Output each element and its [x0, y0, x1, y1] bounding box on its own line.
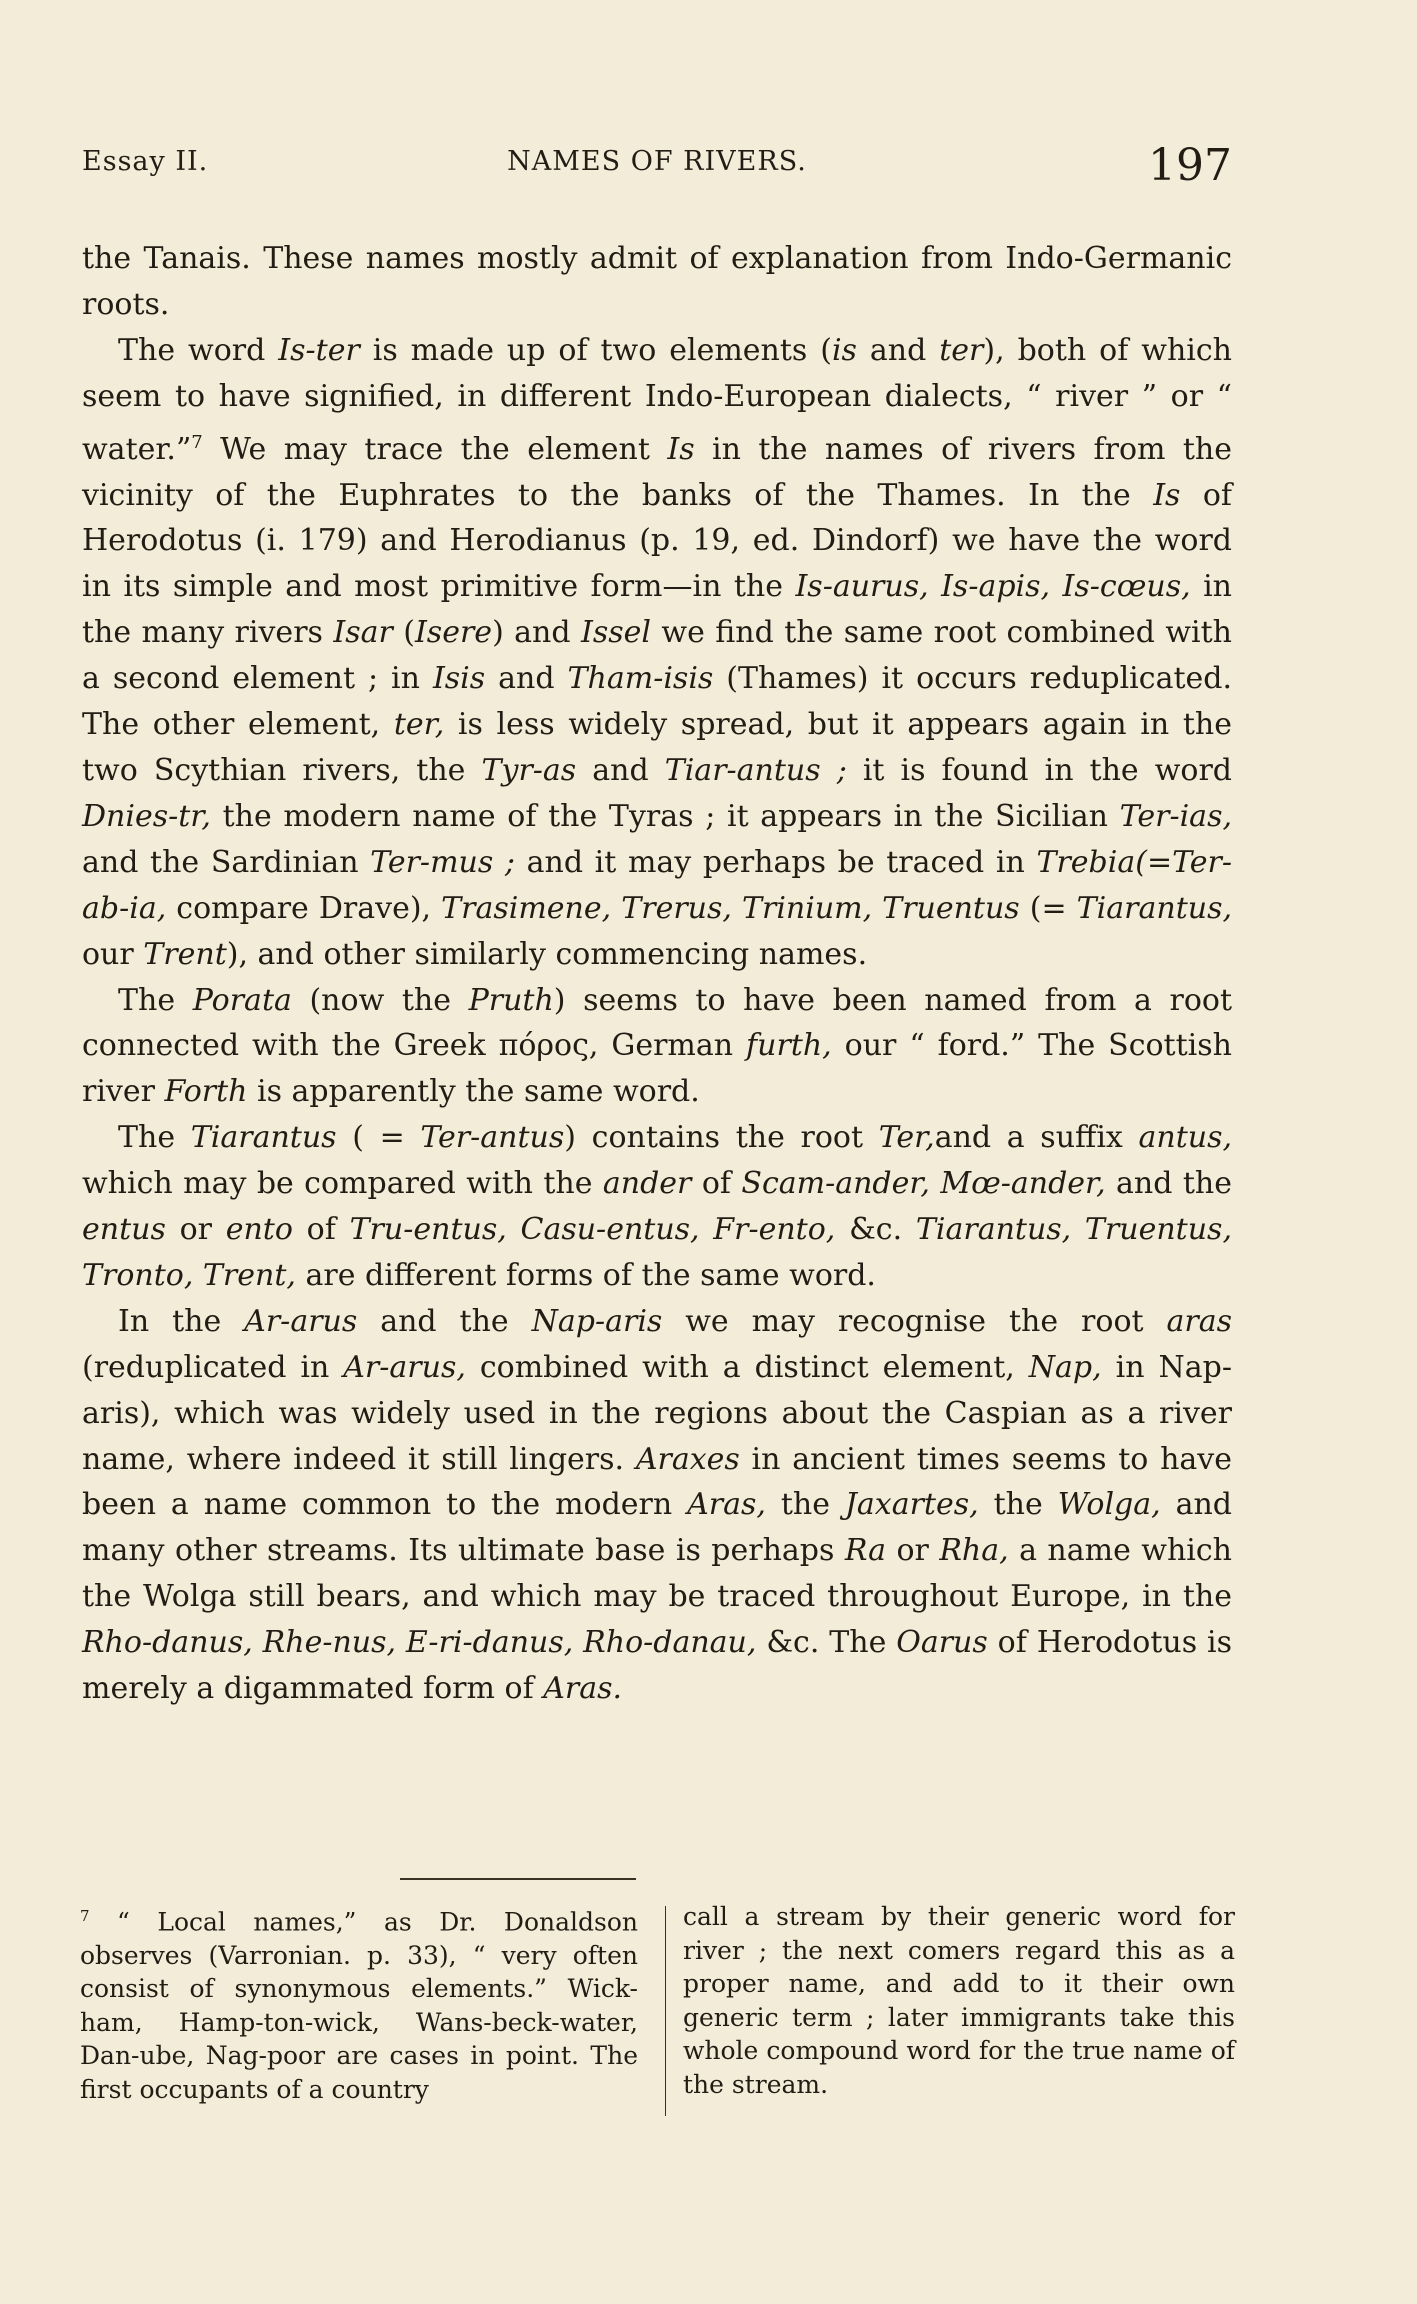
main-text [82, 236, 1232, 1712]
footnote-ref: 7 [191, 431, 203, 453]
paragraph-1: the Tanais. These names mostly admit of explanation from Indo-Germanic roots. [82, 241, 1232, 322]
footnote-7-part-2: call a stream by their generic word for river ; the next comers regard this as a proper name, and add to it their own generic term ; later immigrants take this whole compound word for the true name of the stream. [683, 1902, 1235, 2099]
page-number: 197 [1148, 140, 1232, 191]
footnote-7-part-1: $^7$ “ Local names,” as Dr. Donaldson observes (Varronian. p. 33), “ very often consist of synonymous elements.” Wick-ham, Hamp-ton-wick, Wans-beck-water, Dan-ube, Nag-poor are cases in point. The first occupants of a country [80, 1907, 638, 2104]
paragraph-3: The Porata (now the Pruth) seems to have been named from a root connected with the Greek πόρος, German furth, our “ ford.” The Scottish river Forth is apparently the same word. [82, 982, 1232, 1110]
header-essay: Essay II. [82, 146, 209, 177]
footnote-rule [400, 1878, 636, 1880]
footnote-column-right [683, 1900, 1235, 2101]
paragraph-2: The word Is-ter is made up of two elements (is and ter), both of which seem to have signified, in different Indo-European dialects, “ river ” or “ water.”$^7$ We may trace the element Is in the names of rivers from the vicinity of the Euphrates to the banks of the Thames. In the Is of Herodotus (i. 179) and Herodianus (p. 19, ed. Dindorf) we have the word in its simple and most primitive form—in the Is-aurus, Is-apis, Is-cœus, in the many rivers Isar (Isere) and Issel we find the same root combined with a second element ; in Isis and Tham-isis (Thames) it occurs reduplicated. The other element, ter, is less widely spread, but it appears again in the two Scythian rivers, the Tyr-as and Tiar-antus ; it is found in the word Dnies-tr, the modern name of the Tyras ; it appears in the Sicilian Ter-ias, and the Sardinian Ter-mus ; and it may perhaps be traced in Trebia(=Ter-ab-ia, compare Drave), Trasimene, Trerus, Trinium, Truentus (= Tiarantus, our Trent), and other similarly commencing names. [82, 332, 1233, 972]
footnote-mark: 7 [80, 1907, 90, 1925]
footnote-column-divider [665, 1906, 666, 2116]
paragraph-5: In the Ar-arus and the Nap-aris we may recognise the root aras (reduplicated in Ar-arus, combined with a distinct element, Nap, in Nap-aris), which was widely used in the regions about the Caspian as a river name, where indeed it still lingers. Araxes in ancient times seems to have been a name common to the modern Aras, the Jaxartes, the Wolga, and many other streams. Its ultimate base is perhaps Ra or Rha, a name which the Wolga still bears, and which may be traced throughout Europe, in the Rho-danus, Rhe-nus, E-ri-danus, Rho-danau, &c. The Oarus of Herodotus is merely a digammated form of Aras. [82, 1303, 1233, 1707]
header-title: NAMES OF RIVERS. [507, 146, 807, 177]
paragraph-4: The Tiarantus ( = Ter-antus) contains the root Ter,and a suffix antus, which may be compared with the ander of Scam-ander, Mœ-ander, and the entus or ento of Tru-entus, Casu-entus, Fr-ento, &c. Tiarantus, Truentus, Tronto, Trent, are different forms of the same word. [82, 1120, 1233, 1293]
footnote-column-left [80, 1900, 638, 2106]
